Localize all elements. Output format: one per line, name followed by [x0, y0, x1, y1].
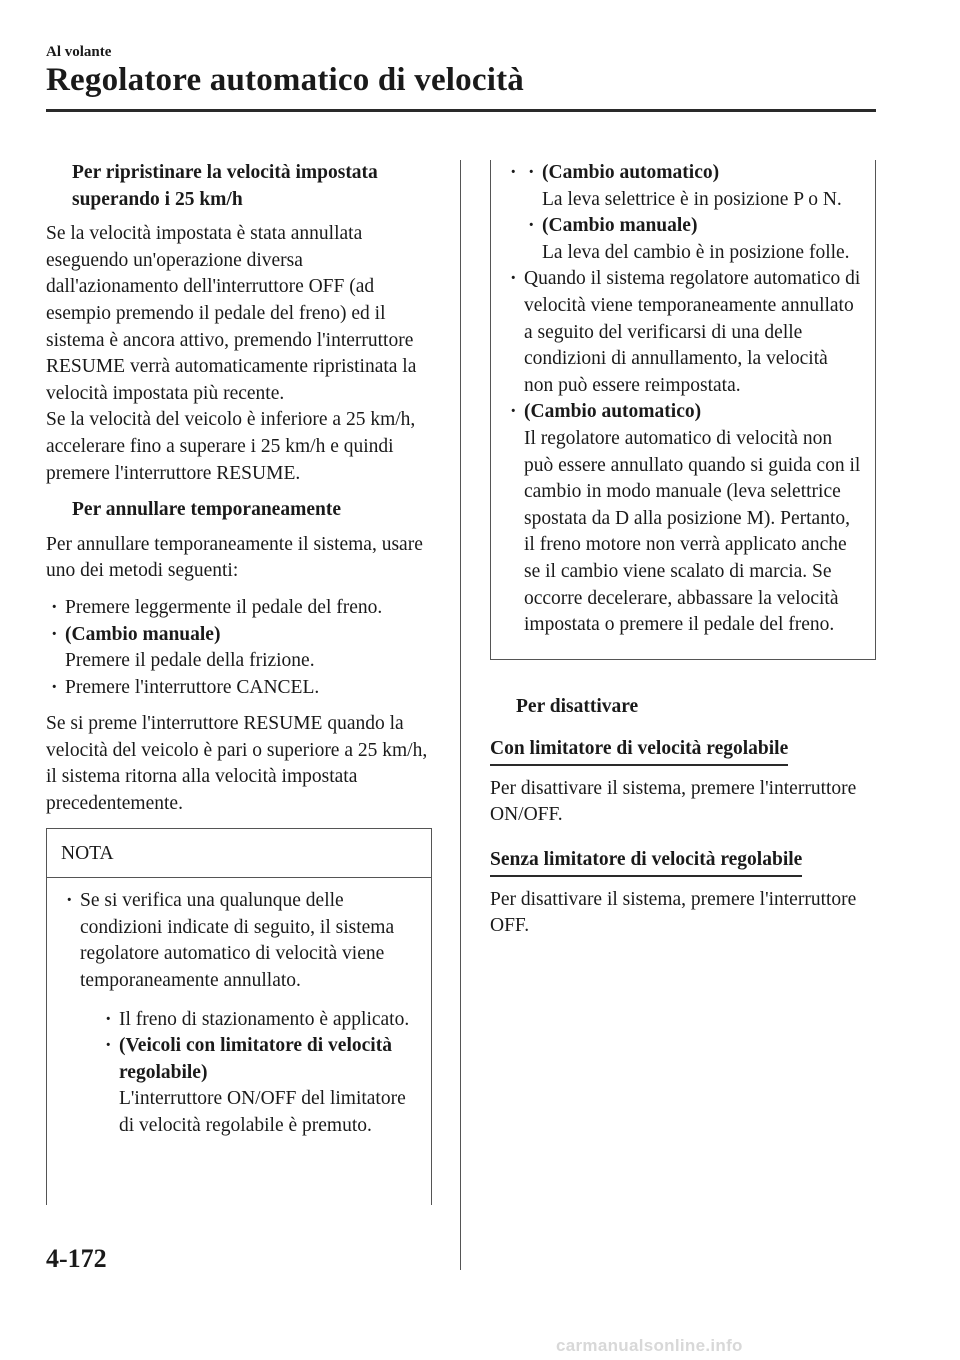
list-item-text: Premere il pedale della frizione.	[65, 650, 315, 672]
title-rule	[46, 109, 876, 112]
list-item: · Premere leggermente il pedale del freno.	[46, 595, 438, 622]
heading-restore-speed: Per ripristinare la velocità impostata superando i 25 km/h	[72, 162, 378, 210]
list-item-title: (Veicoli con limitatore di velocità regolabile)	[119, 1035, 392, 1083]
page-title: Regolatore automatico di velocità	[46, 62, 524, 98]
column-divider	[460, 160, 461, 1270]
list-item: · Il freno di stazionamento è applicato.	[100, 1007, 417, 1034]
list-item	[505, 399, 861, 638]
list-item	[523, 160, 861, 213]
note-box-continued	[490, 160, 876, 660]
paragraph-restore-1: Se la velocità impostata è stata annullata eseguendo un'operazione diversa dall'azionamento dell'interruttore OFF (ad esempio premendo il pedale del freno) ed il sistema è ancora attivo, premendo l'interruttore RESUME verrà automaticamente ripristinata la velocità impostata più recente.	[46, 223, 417, 404]
list-item: · Se si verifica una qualunque delle condizioni indicate di seguito, il sistema regolatore automatico di velocità viene temporaneamente annullato. · Il freno di stazionamento è applicato. · (Veicoli con limitatore di velocità regolabile) L'interruttore ON/OFF del limitatore di velocità regolabile è premuto.	[61, 888, 417, 1139]
paragraph-cancel-methods: Per annullare temporaneamente il sistema, usare uno dei metodi seguenti:	[46, 533, 423, 582]
left-column	[46, 160, 438, 1205]
right-column	[490, 160, 875, 950]
list-item-title: (Cambio manuale)	[65, 623, 221, 645]
heading-disable: Per disattivare	[516, 695, 639, 717]
cancel-methods-list	[46, 595, 438, 701]
note-title: NOTA	[47, 829, 431, 879]
paragraph-with-limiter: Per disattivare il sistema, premere l'interruttore ON/OFF.	[490, 777, 857, 826]
section-label: Al volante	[46, 44, 112, 60]
list-item: · Quando il sistema regolatore automatico di velocità viene temporaneamente annullato a seguito del verificarsi di una delle condizioni di annullamento, la velocità non può essere reimpostata.	[505, 266, 861, 399]
heading-temporary-cancel: Per annullare temporaneamente	[72, 499, 341, 521]
list-item	[523, 213, 861, 266]
list-item-text: Il regolatore automatico di velocità non può essere annullato quando si guida con il cambio in modo manuale (leva selettrice spostata da D alla posizione M). Pertanto, il freno motore non verrà applicato anche se il cambio viene scalato di marcia. Se occorre decelerare, abbassare la velocità impostata o premere il pedale del freno.	[524, 427, 861, 636]
list-item-title: (Cambio automatico)	[524, 401, 702, 423]
paragraph-resume: Se si preme l'interruttore RESUME quando la velocità del veicolo è pari o superiore a 25 km/h, il sistema ritorna alla velocità impostata precedentemente.	[46, 713, 428, 815]
paragraph-restore-2: Se la velocità del veicolo è inferiore a 25 km/h, accelerare fino a superare i 25 km/h e quindi premere l'interruttore RESUME.	[46, 409, 416, 484]
page-number: 4-172	[46, 1244, 107, 1273]
subheading-with-limiter: Con limitatore di velocità regolabile	[490, 736, 788, 766]
list-item-title: (Cambio automatico)	[542, 162, 720, 183]
list-item-text: La leva del cambio è in posizione folle.	[542, 241, 850, 263]
subheading-without-limiter: Senza limitatore di velocità regolabile	[490, 847, 802, 877]
list-item	[100, 1033, 417, 1139]
note-body	[47, 878, 431, 1139]
list-item-title: (Cambio manuale)	[542, 215, 698, 237]
paragraph-without-limiter: Per disattivare il sistema, premere l'interruttore OFF.	[490, 888, 857, 937]
list-item-text: L'interruttore ON/OFF del limitatore di velocità regolabile è premuto.	[119, 1088, 406, 1136]
list-item	[46, 622, 438, 675]
list-item: · Premere l'interruttore CANCEL.	[46, 675, 438, 702]
note-box	[46, 828, 432, 1205]
watermark: carmanualsonline.info	[556, 1336, 743, 1355]
list-item-text: La leva selettrice è in posizione P o N.	[542, 188, 842, 210]
